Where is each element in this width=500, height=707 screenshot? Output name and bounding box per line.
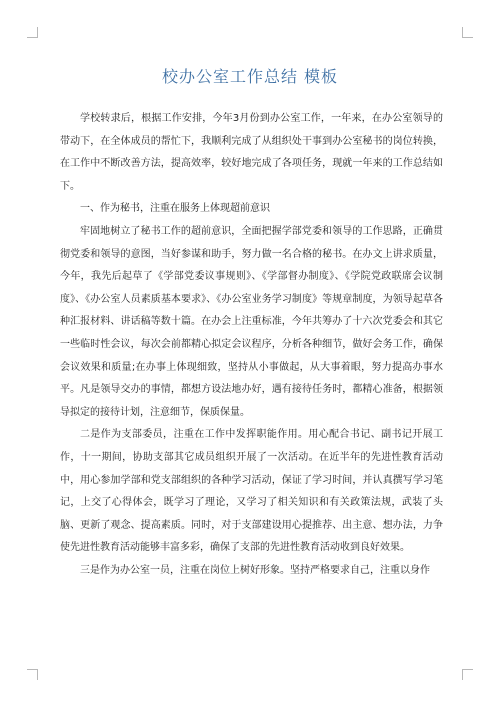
crop-mark-bottom-left: [27, 669, 38, 680]
crop-mark-top-right: [462, 27, 473, 38]
crop-mark-bottom-right: [462, 669, 473, 680]
paragraph-secretary: 牢固地树立了秘书工作的超前意识，全面把握学部党委和领导的工作思路，正确贯彻党委和领导的意图，当好参谋和助手，努力做一名合格的秘书。在办文上讲求质量，今年，我先后起草了《学部党委议事规则》、《学部督办制度》、《学院党政联席会议制度》、《办公室人员素质基本要求》、《办公室业务学习制度》等规章制度，为领导起草各种汇报材料、讲话稿等数十篇。在办会上注重标准，今年共筹办了十六次党委会和其它一些临时性会议，每次会前都精心拟定会议程序，分析各种细节，做好会务工作，确保会议效果和质量;在办事上体现细致，坚持从小事做起，从大事着眼，努力提高办事水平。凡是领导交办的事情，都想方设法地办好，遇有接待任务时，都精心准备，根据领导拟定的接待计划，注意细节，保质保量。: [60, 225, 443, 418]
crop-mark-top-left: [27, 27, 38, 38]
paragraph-office-member: 三是作为办公室一员，注重在岗位上树好形象。坚持严格要求自己，注重以身作: [80, 564, 430, 576]
section-heading-1: 一、作为秘书，注重在服务上体现超前意识: [80, 203, 270, 215]
paragraph-branch-committee: 二是作为支部委员，注重在工作中发挥职能作用。用心配合书记、副书记开展工作，十一期间，协助支部其它成员组织开展了一次活动。在近半年的先进性教育活动中，用心参加学部和党支部组织的各种学习活动，保证了学习时间，并认真撰写学习笔记，上交了心得体会，既学习了理论，又学习了相关知识和有关政策法规，武装了头脑、更新了观念、提高素质。同时，对于支部建设用心提推荐、出主意、想办法，力争使先进性教育活动能够丰富多彩，确保了支部的先进性教育活动收到良好效果。: [60, 429, 443, 554]
document-title: 校办公室工作总结 模板: [161, 67, 339, 86]
document-body: [60, 108, 443, 582]
paragraph-intro: 学校转隶后，根据工作安排，今年3月份到办公室工作，一年来，在办公室领导的带动下，在全体成员的帮忙下，我顺利完成了从组织处干事到办公室秘书的岗位转换，在工作中不断改善方法，提高效率，较好地完成了各项任务，现就一年来的工作总结如下。: [60, 113, 443, 192]
